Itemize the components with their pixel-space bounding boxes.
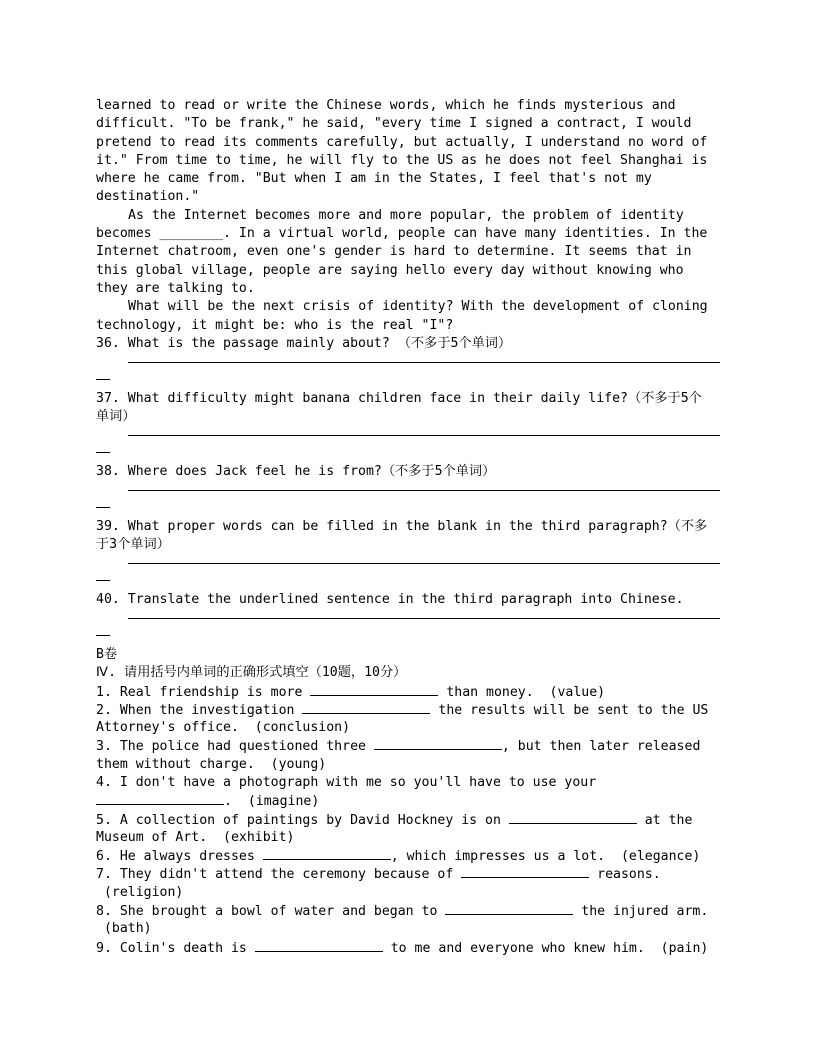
text-line: technology, it might be: who is the real "I"? [96,317,454,333]
blank-field[interactable] [509,811,637,824]
fill-blank-item [96,774,720,811]
answer-field[interactable] [96,426,720,444]
questions-section [96,335,720,646]
fill-blank-item [96,865,720,902]
fill-blank-item [96,737,720,774]
question-text: 38. Where does Jack feel he is from?（不多于5个单词） [96,463,496,479]
item-text: 5. A collection of paintings by David Hockney is on [96,812,509,828]
item-text: than money. (value) [438,684,606,700]
item-text: 4. I don't have a photograph with me so you'll have to use your [96,774,597,790]
answer-underline [128,618,720,619]
item-text: Museum of Art. (exhibit) [96,829,295,845]
text-line: it." From time to time, he will fly to the US as he does not feel Shanghai is [96,152,708,168]
section-b [96,646,720,957]
text-line: becomes ________. In a virtual world, people can have many identities. In the [96,226,708,242]
question-36 [96,335,720,390]
fill-blank-list [96,683,720,957]
question-text: 36. What is the passage mainly about? （不多于5个单词） [96,335,512,351]
blank-field[interactable] [461,865,589,878]
question-text: 于3个单词） [96,537,170,553]
text-line: Internet chatroom, even one's gender is hard to determine. It seems that in [96,244,692,260]
section-b-instruction: Ⅳ. 请用括号内单词的正确形式填空（10题，10分） [96,665,407,681]
answer-underline-stub [96,580,110,581]
item-line [96,865,720,883]
spacer [96,371,720,389]
passage-paragraph-2 [96,207,720,298]
fill-blank-item [96,811,720,848]
answer-underline [128,563,720,564]
passage-paragraph-1 [96,97,720,207]
item-text: , which impresses us a lot. (elegance) [390,849,701,865]
blank-field[interactable] [310,683,438,696]
item-line [96,811,720,829]
document-page [96,97,720,957]
text-line: they are talking to. [96,280,255,296]
item-text: reasons. [589,867,661,883]
item-line [96,920,720,938]
item-text: 9. Colin's death is [96,940,255,956]
answer-underline [128,490,720,491]
fill-blank-item [96,902,720,939]
blank-field[interactable] [255,939,383,952]
item-line [96,737,720,755]
item-text: 7. They didn't attend the ceremony because of [96,867,462,883]
answer-underline-stub [96,452,110,453]
item-text: the results will be sent to the US [430,702,709,718]
fill-blank-item [96,701,720,738]
text-line: where he came from. "But when I am in the States, I feel that's not my [96,171,652,187]
answer-underline-stub [96,507,110,508]
item-line [96,792,720,810]
item-text: Attorney's office. (conclusion) [96,720,351,736]
item-text: at the [636,812,693,828]
question-text: 37. What difficulty might banana children face in their daily life?（不多于5个 [96,390,702,406]
question-38 [96,463,720,518]
item-line [96,774,720,792]
text-line: What will be the next crisis of identity? With the development of cloning [128,299,708,315]
blank-field[interactable] [374,737,502,750]
item-line [96,939,720,957]
item-line [96,756,720,774]
answer-field[interactable] [96,609,720,627]
question-text: 39. What proper words can be filled in the blank in the third paragraph?（不多 [96,518,708,534]
item-text: (religion) [96,884,184,900]
answer-underline [128,362,720,363]
answer-field[interactable] [96,554,720,572]
item-line [96,884,720,902]
text-line: difficult. "To be frank," he said, "every time I signed a contract, I would [96,116,692,132]
item-text: 1. Real friendship is more [96,684,311,700]
answer-underline-stub [96,635,110,636]
item-line [96,829,720,847]
item-text: them without charge. (young) [96,756,327,772]
fill-blank-item [96,683,720,701]
item-text: , but then later released [501,739,701,755]
item-line [96,719,720,737]
item-text: 6. He always dresses [96,849,263,865]
item-line [96,902,720,920]
passage-paragraph-3 [96,298,720,335]
text-line: this global village, people are saying hello every day without knowing who [96,262,684,278]
spacer [96,628,720,646]
spacer [96,500,720,518]
blank-field[interactable] [96,792,224,805]
text-line: learned to read or write the Chinese words, which he finds mysterious and [96,98,676,113]
text-line: pretend to read its comments carefully, but actually, I understand no word of [96,134,708,150]
answer-underline-stub [96,379,110,380]
item-text: 3. The police had questioned three [96,739,374,755]
section-b-title: B卷 [96,646,118,662]
spacer [96,445,720,463]
fill-blank-item [96,847,720,865]
item-text: 2. When the investigation [96,702,303,718]
blank-field[interactable] [445,902,573,915]
item-text: 8. She brought a bowl of water and began to [96,904,446,920]
answer-underline [128,435,720,436]
answer-field[interactable] [96,481,720,499]
item-line [96,683,720,701]
blank-field[interactable] [263,847,391,860]
answer-field[interactable] [96,353,720,371]
item-line [96,847,720,865]
question-37 [96,390,720,463]
question-text: 单词） [96,409,136,425]
question-text: 40. Translate the underlined sentence in the third paragraph into Chinese. [96,592,684,608]
item-text: . (imagine) [224,794,320,810]
item-text: (bath) [96,921,152,937]
text-line: destination." [96,189,200,205]
question-40 [96,591,720,646]
question-39 [96,518,720,591]
item-text: the injured arm. [573,904,709,920]
item-line [96,701,720,719]
item-text: to me and everyone who knew him. (pain) [382,940,709,956]
fill-blank-item [96,939,720,957]
text-line: As the Internet becomes more and more popular, the problem of identity [128,207,684,223]
blank-field[interactable] [302,701,430,714]
spacer [96,573,720,591]
